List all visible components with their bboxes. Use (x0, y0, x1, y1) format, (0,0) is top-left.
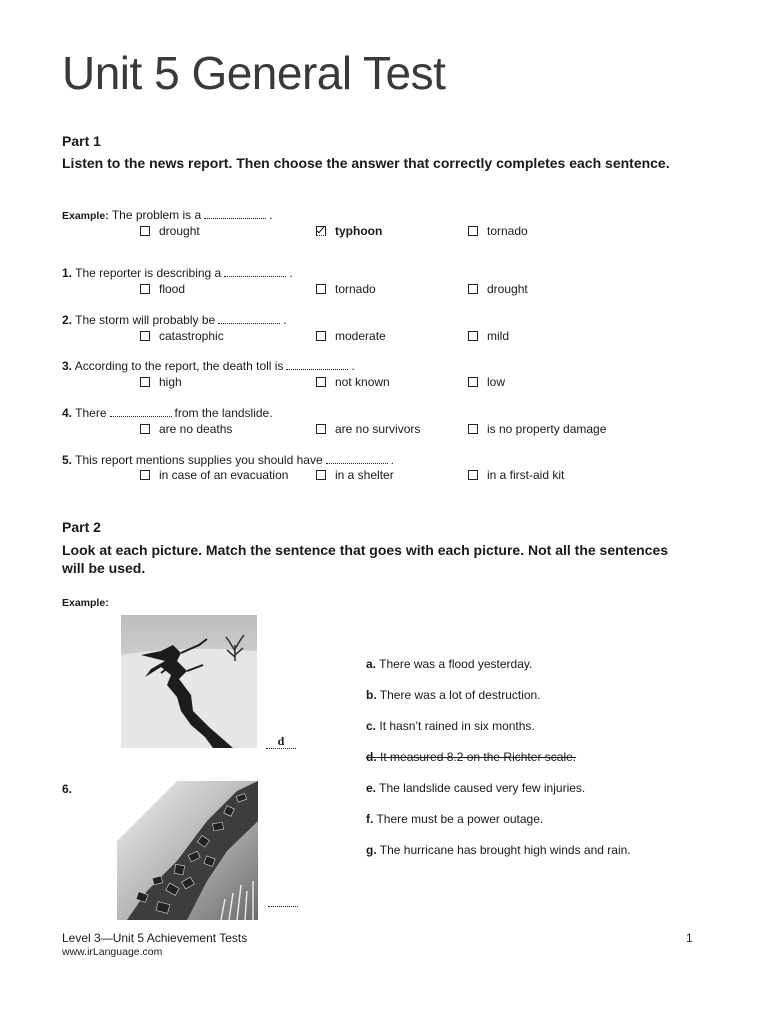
q2-option-2[interactable]: moderate (316, 329, 386, 343)
question-2: 2. The storm will probably be . (62, 313, 287, 327)
sentence-g: g. The hurricane has brought high winds and rain. (366, 843, 631, 857)
example-option-3[interactable]: tornado (468, 224, 528, 238)
part2-question-6: 6. (62, 782, 73, 796)
q5-option-3[interactable]: in a first-aid kit (468, 468, 564, 482)
checkbox-icon[interactable] (140, 284, 150, 294)
sentence-f: f. There must be a power outage. (366, 812, 544, 826)
answer-blank[interactable] (204, 208, 266, 219)
sentence-c: c. It hasn’t rained in six months. (366, 719, 535, 733)
checkbox-icon[interactable] (468, 284, 478, 294)
page-number: 1 (686, 931, 693, 945)
checkbox-icon[interactable] (316, 284, 326, 294)
checkbox-icon[interactable] (468, 470, 478, 480)
q4-option-2[interactable]: are no survivors (316, 422, 420, 436)
answer-blank[interactable] (218, 313, 280, 324)
answer-blank[interactable] (224, 266, 286, 277)
sentence-b: b. There was a lot of destruction. (366, 688, 541, 702)
checkbox-icon[interactable] (316, 470, 326, 480)
part2-heading: Part 2 (62, 519, 101, 535)
footer-url[interactable]: www.irLanguage.com (62, 946, 163, 958)
checkbox-icon[interactable] (140, 331, 150, 341)
example-label: Example: (62, 210, 109, 222)
page-title: Unit 5 General Test (62, 47, 446, 99)
q4-option-3[interactable]: is no property damage (468, 422, 606, 436)
part1-instruction: Listen to the news report. Then choose the answer that correctly completes each sentence. (62, 155, 670, 171)
example-answer: d (266, 735, 296, 749)
q2-option-1[interactable]: catastrophic (140, 329, 224, 343)
checked-checkbox-icon[interactable] (316, 226, 326, 236)
footer-title: Level 3—Unit 5 Achievement Tests (62, 931, 248, 945)
checkbox-icon[interactable] (316, 331, 326, 341)
answer-blank[interactable] (326, 453, 388, 464)
sentence-a: a. There was a flood yesterday. (366, 657, 533, 671)
checkbox-icon[interactable] (316, 424, 326, 434)
question-1: 1. The reporter is describing a . (62, 266, 293, 280)
q3-option-2[interactable]: not known (316, 375, 390, 389)
checkbox-icon[interactable] (140, 424, 150, 434)
checkbox-icon[interactable] (140, 470, 150, 480)
example-question (62, 208, 273, 222)
q1-option-3[interactable]: drought (468, 282, 528, 296)
question-4: 4. There from the landslide. (62, 406, 273, 420)
part2-instruction: Look at each picture. Match the sentence that goes with each picture. Not all the sentences will be used. (62, 542, 669, 576)
answer-blank[interactable] (110, 406, 172, 417)
checkbox-icon[interactable] (468, 377, 478, 387)
q2-option-3[interactable]: mild (468, 329, 509, 343)
checkbox-icon[interactable] (468, 424, 478, 434)
q3-option-1[interactable]: high (140, 375, 182, 389)
sentence-e: e. The landslide caused very few injuries. (366, 781, 586, 795)
sentence-d-crossed-out: d. It measured 8.2 on the Richter scale. (366, 750, 577, 764)
example-end: . (269, 208, 273, 222)
q1-option-1[interactable]: flood (140, 282, 185, 296)
answer-blank[interactable] (286, 359, 348, 370)
q5-option-2[interactable]: in a shelter (316, 468, 394, 482)
part2-example-label: Example: (62, 597, 109, 609)
checkbox-icon[interactable] (316, 377, 326, 387)
checkbox-icon[interactable] (468, 226, 478, 236)
q5-option-1[interactable]: in case of an evacuation (140, 468, 288, 482)
example-option-1[interactable]: drought (140, 224, 200, 238)
example-option-2[interactable]: typhoon (316, 224, 382, 238)
example-stem: The problem is a (111, 208, 202, 222)
q3-option-3[interactable]: low (468, 375, 505, 389)
earthquake-crack-image (121, 615, 257, 748)
q4-option-1[interactable]: are no deaths (140, 422, 232, 436)
question-5: 5. This report mentions supplies you should have . (62, 453, 394, 467)
q6-answer-blank[interactable] (268, 906, 298, 907)
checkbox-icon[interactable] (468, 331, 478, 341)
part1-heading: Part 1 (62, 133, 101, 149)
question-3: 3. According to the report, the death toll is . (62, 359, 355, 373)
landslide-image (117, 781, 258, 920)
checkbox-icon[interactable] (140, 377, 150, 387)
checkbox-icon[interactable] (140, 226, 150, 236)
q1-option-2[interactable]: tornado (316, 282, 376, 296)
